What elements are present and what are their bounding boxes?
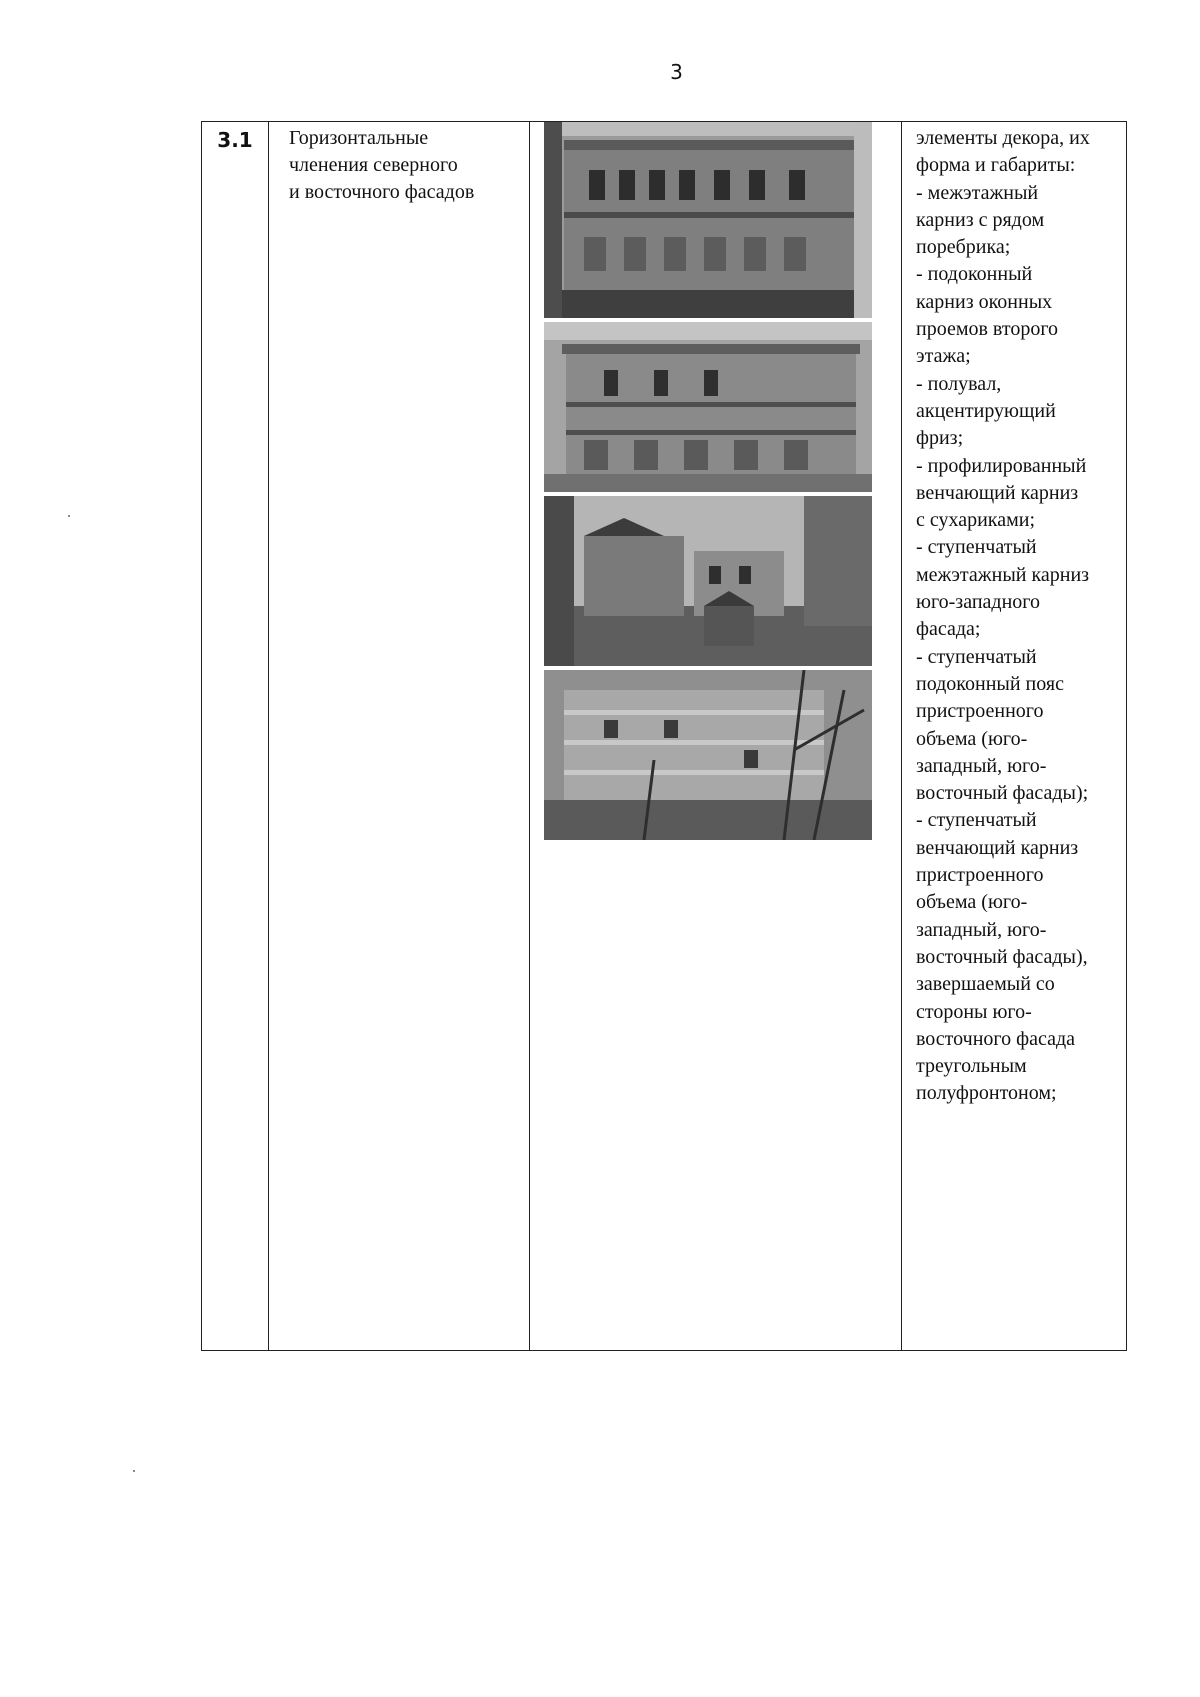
- description-text: [902, 122, 1126, 1108]
- facade-photo-3: [544, 496, 872, 666]
- description-line: западный, юго-: [916, 918, 1047, 941]
- description-line: - подоконный: [916, 263, 1033, 286]
- facade-photo-2: [544, 322, 872, 492]
- description-line: стороны юго-: [916, 1000, 1032, 1023]
- description-line: объема (юго-: [916, 891, 1028, 914]
- description-line: акцентирующий: [916, 399, 1056, 422]
- description-line: подоконный пояс: [916, 672, 1064, 695]
- photo-cell: [530, 122, 902, 1351]
- page-number: 3: [670, 60, 683, 84]
- description-line: восточный фасады);: [916, 782, 1089, 805]
- description-line: объема (юго-: [916, 727, 1028, 750]
- description-line: - ступенчатый: [916, 809, 1037, 832]
- description-line: карниз оконных: [916, 290, 1053, 313]
- row-number: 3.1: [217, 128, 253, 152]
- description-line: пристроенного: [916, 700, 1044, 723]
- photo-stack: [530, 122, 901, 840]
- description-line: карниз с рядом: [916, 208, 1045, 231]
- description-line: полуфронтоном;: [916, 1082, 1057, 1105]
- element-name: Горизонтальные членения северного и восточного фасадов: [289, 127, 475, 203]
- description-line: с сухариками;: [916, 509, 1036, 532]
- scan-speck: [133, 1470, 135, 1472]
- description-line: восточного фасада: [916, 1027, 1075, 1050]
- row-number-cell: [202, 122, 269, 1351]
- description-line: фасада;: [916, 618, 981, 641]
- description-line: пристроенного: [916, 864, 1044, 887]
- element-name-cell: [269, 122, 530, 1351]
- description-line: межэтажный карниз: [916, 563, 1090, 586]
- description-cell: [902, 122, 1127, 1351]
- table-row: [202, 122, 1127, 1351]
- description-line: - межэтажный: [916, 181, 1039, 204]
- document-table: [201, 121, 1127, 1351]
- description-line: проемов второго: [916, 318, 1059, 341]
- description-line: этажа;: [916, 345, 971, 368]
- description-line: форма и габариты:: [916, 154, 1076, 177]
- description-line: завершаемый со: [916, 973, 1055, 996]
- description-line: юго-западного: [916, 591, 1040, 614]
- scan-speck: [68, 515, 70, 517]
- facade-photo-1: [544, 122, 872, 318]
- description-line: венчающий карниз: [916, 836, 1079, 859]
- description-line: фриз;: [916, 427, 964, 450]
- description-line: - ступенчатый: [916, 645, 1037, 668]
- description-line: поребрика;: [916, 236, 1011, 259]
- description-line: западный, юго-: [916, 754, 1047, 777]
- facade-photo-4: [544, 670, 872, 840]
- description-line: - полувал,: [916, 372, 1002, 395]
- description-line: треугольным: [916, 1055, 1027, 1078]
- description-line: элементы декора, их: [916, 127, 1090, 149]
- description-line: - ступенчатый: [916, 536, 1037, 559]
- description-line: венчающий карниз: [916, 481, 1079, 504]
- description-line: восточный фасады),: [916, 945, 1088, 968]
- description-line: - профилированный: [916, 454, 1087, 477]
